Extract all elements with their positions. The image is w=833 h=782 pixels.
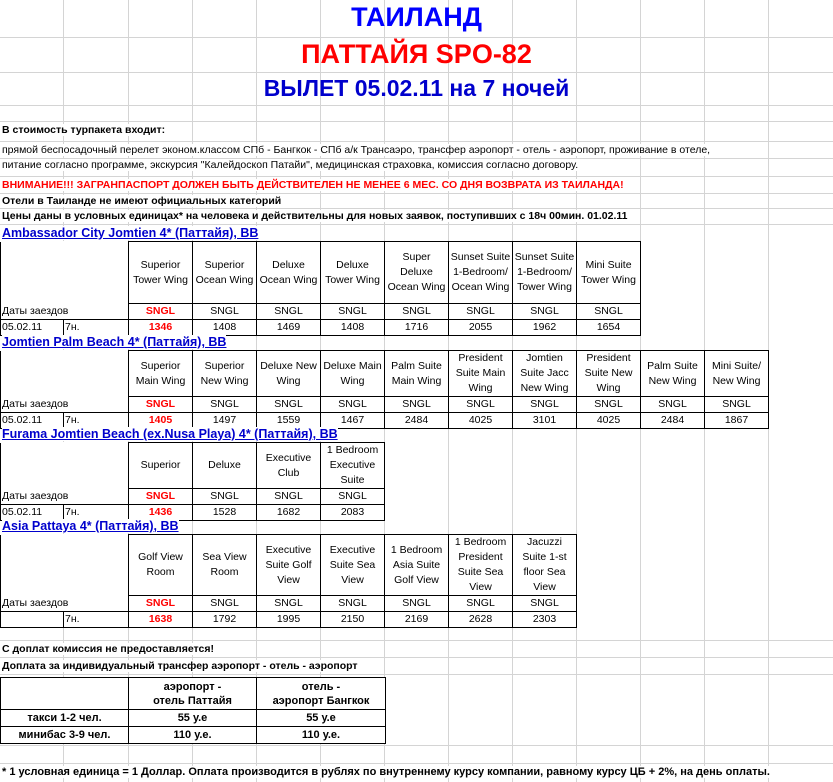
room-type: SNGL xyxy=(513,304,577,320)
room-header: Executive Suite Sea View xyxy=(321,535,385,596)
country-title: ТАИЛАНД xyxy=(351,2,482,32)
room-type: SNGL xyxy=(193,489,257,505)
price-cell: 2484 xyxy=(385,413,449,429)
transfer-title: Доплата за индивидуальный трансфер аэропорт - отель - аэропорт xyxy=(2,660,358,672)
price-cell: 1408 xyxy=(193,320,257,336)
room-type: SNGL xyxy=(513,397,577,413)
price-cell: 4025 xyxy=(577,413,641,429)
room-type: SNGL xyxy=(449,596,513,612)
price-cell: 1405 xyxy=(129,413,193,429)
room-header: Deluxe xyxy=(193,443,257,489)
departure-title: ВЫЛЕТ 05.02.11 на 7 ночей xyxy=(263,75,570,101)
price-cell: 1654 xyxy=(577,320,641,336)
room-type: SNGL xyxy=(193,304,257,320)
date-cell: 05.02.11 xyxy=(1,320,64,336)
room-header: 1 Bedroom Executive Suite xyxy=(321,443,385,489)
transfer-row-label: такси 1-2 чел. xyxy=(1,710,129,727)
room-header: Golf View Room xyxy=(129,535,193,596)
transfer-price: 110 у.е. xyxy=(257,727,386,744)
price-cell: 1436 xyxy=(129,505,193,521)
room-header: Deluxe Main Wing xyxy=(321,351,385,397)
includes-title: В стоимость турпакета входит: xyxy=(2,124,166,136)
hotel-table-furama xyxy=(0,442,385,521)
room-type: SNGL xyxy=(257,397,321,413)
dates-label: Даты заездов xyxy=(1,535,129,612)
price-cell: 2484 xyxy=(641,413,705,429)
room-header: Superior New Wing xyxy=(193,351,257,397)
room-header: Mini Suite Tower Wing xyxy=(577,242,641,304)
transfer-corner xyxy=(1,678,129,710)
room-header: Superior Main Wing xyxy=(129,351,193,397)
room-header: Deluxe Tower Wing xyxy=(321,242,385,304)
price-cell: 1962 xyxy=(513,320,577,336)
hotel-table-ambassador xyxy=(0,241,641,336)
price-cell: 1867 xyxy=(705,413,769,429)
date-cell: 05.02.11 xyxy=(1,505,64,521)
includes-line-1: прямой беспосадочный перелет эконом.классом СПб - Бангкок - СПб а/к Трансаэро, трансфер аэропорт - отель - аэропорт, проживание в отеле, xyxy=(2,144,711,156)
dates-label: Даты заездов xyxy=(1,242,129,320)
room-type: SNGL xyxy=(129,304,193,320)
room-header: 1 Bedroom Asia Suite Golf View xyxy=(385,535,449,596)
nights-cell: 7н. xyxy=(64,505,129,521)
transfer-table xyxy=(0,677,386,744)
price-cell: 1792 xyxy=(193,612,257,628)
price-cell: 1346 xyxy=(129,320,193,336)
room-header: Jomtien Suite Jacc New Wing xyxy=(513,351,577,397)
room-header: Superior xyxy=(129,443,193,489)
price-cell: 1682 xyxy=(257,505,321,521)
room-header: Mini Suite/ New Wing xyxy=(705,351,769,397)
price-cell: 3101 xyxy=(513,413,577,429)
transfer-col-bangkok: отель - аэропорт Бангкок xyxy=(257,678,386,710)
nights-cell: 7н. xyxy=(64,413,129,429)
passport-warning: ВНИМАНИЕ!!! ЗАГРАНПАСПОРТ ДОЛЖЕН БЫТЬ ДЕЙСТВИТЕЛЕН НЕ МЕНЕЕ 6 МЕС. СО ДНЯ ВОЗВРАТА ИЗ ТАИЛАНДА! xyxy=(2,179,624,191)
price-cell: 2303 xyxy=(513,612,577,628)
date-cell: 05.02.11 xyxy=(1,413,64,429)
room-header: Palm Suite New Wing xyxy=(641,351,705,397)
room-type: SNGL xyxy=(193,596,257,612)
price-cell: 1469 xyxy=(257,320,321,336)
room-header: President Suite New Wing xyxy=(577,351,641,397)
room-type: SNGL xyxy=(385,397,449,413)
room-header: Sunset Suite 1-Bedroom/ Ocean Wing xyxy=(449,242,513,304)
room-type: SNGL xyxy=(129,596,193,612)
transfer-price: 55 у.е xyxy=(257,710,386,727)
footnote: * 1 условная единица = 1 Доллар. Оплата производится в рублях по внутреннему курсу компании, равному курсу ЦБ + 2%, на день оплаты. xyxy=(2,766,770,778)
nights-cell: 7н. xyxy=(64,612,129,628)
hotel-table-asia-pattaya xyxy=(0,534,577,628)
room-header: Sea View Room xyxy=(193,535,257,596)
price-cell: 2083 xyxy=(321,505,385,521)
room-type: SNGL xyxy=(385,596,449,612)
room-header: Executive Club xyxy=(257,443,321,489)
includes-line-2: питание согласно программе, экскурсия "Калейдоскоп Патайи", медицинская страховка, комиссия согласно договору. xyxy=(2,159,579,171)
resort-title: ПАТТАЙЯ SPO-82 xyxy=(301,39,532,69)
prices-note: Цены даны в условных единицах* на человека и действительны для новых заявок, поступивших с 18ч 00мин. 01.02.11 xyxy=(2,210,628,222)
room-type: SNGL xyxy=(385,304,449,320)
room-header: Superior Ocean Wing xyxy=(193,242,257,304)
room-type: SNGL xyxy=(257,304,321,320)
dates-label: Даты заездов xyxy=(1,351,129,413)
transfer-price: 110 у.е. xyxy=(129,727,257,744)
room-header: Deluxe New Wing xyxy=(257,351,321,397)
nights-cell: 7н. xyxy=(64,320,129,336)
dates-label: Даты заездов xyxy=(1,443,129,505)
room-header: Palm Suite Main Wing xyxy=(385,351,449,397)
room-type: SNGL xyxy=(513,596,577,612)
price-cell: 2169 xyxy=(385,612,449,628)
no-commission-note: С доплат комиссия не предоставляется! xyxy=(2,643,215,655)
date-cell xyxy=(1,612,64,628)
room-type: SNGL xyxy=(257,596,321,612)
room-header: Jacuzzi Suite 1-st floor Sea View xyxy=(513,535,577,596)
room-header: Superior Tower Wing xyxy=(129,242,193,304)
price-cell: 1995 xyxy=(257,612,321,628)
transfer-price: 55 у.е xyxy=(129,710,257,727)
room-type: SNGL xyxy=(705,397,769,413)
hotel-title-furama: Furama Jomtien Beach (ex.Nusa Playa) 4* (Паттайя), BB xyxy=(2,427,338,441)
room-type: SNGL xyxy=(577,397,641,413)
price-cell: 2055 xyxy=(449,320,513,336)
room-type: SNGL xyxy=(577,304,641,320)
room-header: Deluxe Ocean Wing xyxy=(257,242,321,304)
room-type: SNGL xyxy=(193,397,257,413)
hotel-title-jomtien-palm: Jomtien Palm Beach 4* (Паттайя), BB xyxy=(2,335,227,349)
hotel-table-jomtien-palm xyxy=(0,350,769,429)
transfer-row-label: минибас 3-9 чел. xyxy=(1,727,129,744)
price-cell: 1638 xyxy=(129,612,193,628)
room-type: SNGL xyxy=(257,489,321,505)
room-type: SNGL xyxy=(321,304,385,320)
categories-note: Отели в Таиланде не имеют официальных категорий xyxy=(2,195,282,207)
room-header: Super Deluxe Ocean Wing xyxy=(385,242,449,304)
room-type: SNGL xyxy=(449,397,513,413)
hotel-title-asia-pattaya: Asia Pattaya 4* (Паттайя), BB xyxy=(2,519,179,533)
price-cell: 1559 xyxy=(257,413,321,429)
price-cell: 2628 xyxy=(449,612,513,628)
room-type: SNGL xyxy=(129,489,193,505)
price-cell: 4025 xyxy=(449,413,513,429)
price-cell: 1467 xyxy=(321,413,385,429)
price-cell: 1408 xyxy=(321,320,385,336)
transfer-col-pattaya: аэропорт - отель Паттайя xyxy=(129,678,257,710)
room-type: SNGL xyxy=(321,397,385,413)
room-type: SNGL xyxy=(129,397,193,413)
hotel-title-ambassador: Ambassador City Jomtien 4* (Паттайя), BB xyxy=(2,226,259,240)
price-cell: 1497 xyxy=(193,413,257,429)
room-header: Sunset Suite 1-Bedroom/ Tower Wing xyxy=(513,242,577,304)
price-cell: 1716 xyxy=(385,320,449,336)
price-cell: 2150 xyxy=(321,612,385,628)
price-cell: 1528 xyxy=(193,505,257,521)
room-type: SNGL xyxy=(449,304,513,320)
room-header: 1 Bedroom President Suite Sea View xyxy=(449,535,513,596)
room-type: SNGL xyxy=(321,596,385,612)
room-type: SNGL xyxy=(641,397,705,413)
room-header: Executive Suite Golf View xyxy=(257,535,321,596)
room-type: SNGL xyxy=(321,489,385,505)
room-header: President Suite Main Wing xyxy=(449,351,513,397)
